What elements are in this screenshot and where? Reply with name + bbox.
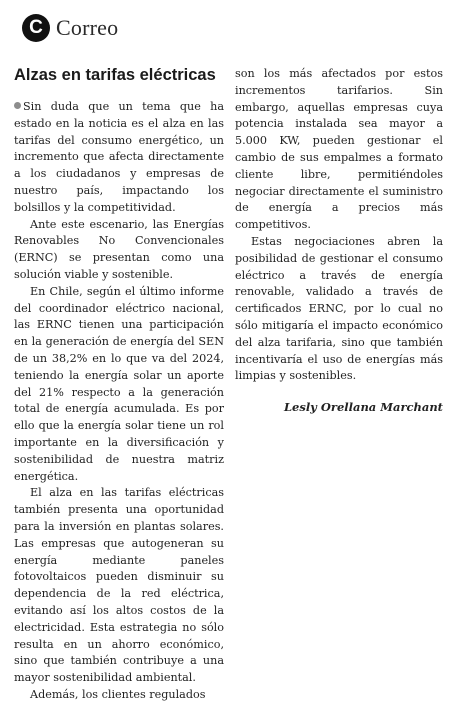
article-column-right <box>235 66 443 416</box>
bullet-icon <box>14 102 21 109</box>
paragraph-1-text: Sin duda que un tema que ha estado en la noticia es el alza en las tarifas del consumo energético, un incremento que afecta directamente a los ciudadanos y empresas de nuestro país, impactando los bolsillos y la competitividad. <box>14 100 224 214</box>
correo-logo <box>22 14 50 42</box>
paragraph-6: Estas negociaciones abren la posibilidad de gestionar el consumo eléctrico a través de energía renovable, validado a través de certificados ERNC, por lo cual no sólo mitigaría el impacto económico del alza tarifaria, sino que también incentivaría el uso de energías más limpias y sostenibles. <box>235 234 443 383</box>
masthead <box>22 14 118 42</box>
logo-letter: C <box>29 17 43 38</box>
article-column-left <box>14 99 224 704</box>
author-signature: Lesly Orellana Marchant <box>283 400 443 415</box>
paragraph-3: En Chile, según el último informe del coordinador eléctrico nacional, las ERNC tienen una participación en la generación de energía del SEN de un 38,2% en lo que va del 2024, teniendo la energía solar un aporte del 21% respecto a la generación total de energía acumulada. Es por ello que la energía solar tiene un rol importante en la diversificación y sostenibilidad de nuestra matriz energética. <box>14 284 224 483</box>
paragraph-5: Además, los clientes regulados <box>30 687 206 701</box>
section-name: Correo <box>56 15 119 40</box>
article-headline: Alzas en tarifas eléctricas <box>14 66 216 84</box>
paragraph-4: El alza en las tarifas eléctricas también presenta una oportunidad para la inversión en plantas solares. Las empresas que autogeneran su energía mediante paneles fotovoltaicos pueden disminuir su dependencia de la red eléctrica, evitando así los altos costos de la electricidad. Esta estrategia no sólo resulta en un ahorro económico, sino que también contribuye a una mayor sostenibilidad ambiental. <box>14 486 224 685</box>
paragraph-1 <box>14 99 224 217</box>
paragraph-2: Ante este escenario, las Energías Renovables No Convencionales (ERNC) se presentan como una solución viable y sostenible. <box>14 217 224 281</box>
paragraph-5-continued: son los más afectados por estos incrementos tarifarios. Sin embargo, aquellas empresas cuya potencia instalada sea mayor a 5.000 KW, pueden gestionar el cambio de sus empalmes a formato cliente libre, permitiéndoles negociar directamente el suministro de energía a precios más competitivos. <box>235 67 443 232</box>
